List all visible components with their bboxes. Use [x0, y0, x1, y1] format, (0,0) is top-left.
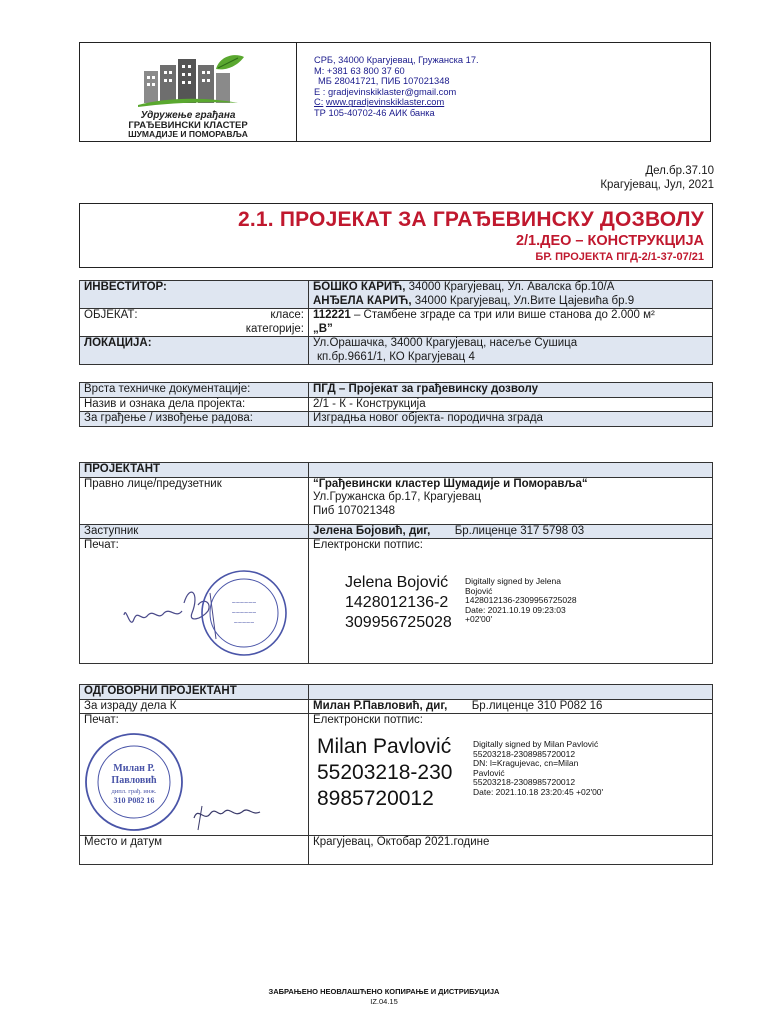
responsible-stamp-label: Печат: [84, 714, 119, 726]
doc-type-value: ПГД – Пројекат за грађевинску дозволу [309, 383, 713, 398]
stamp-number: 310 Р082 16 [113, 796, 155, 805]
legal-entity-label: Правно лице/предузетник [80, 477, 309, 524]
doc-part-label: Назив и ознака дела пројекта: [80, 397, 309, 412]
responsible-esig-cell [309, 714, 713, 836]
table-row [80, 309, 713, 337]
reference-place-date: Крагујевац, Јул, 2021 [600, 179, 714, 191]
representative-label: Заступник [80, 524, 309, 539]
table-row [80, 412, 713, 427]
table-row [80, 699, 713, 714]
doc-type-label: Врста техничке документације: [80, 383, 309, 398]
designer-digital-signature: Jelena Bojović 1428012136-2 309956725028 [345, 574, 452, 631]
contact-web-label: C: [314, 97, 324, 108]
responsible-header: ОДГОВОРНИ ПРОЈЕКТАНТ [80, 685, 309, 700]
representative-value: Јелена Бојовић, диг, Бр.лиценце 317 5798 03 [309, 524, 713, 539]
table-row [80, 539, 713, 664]
place-date-label: Место и датум [80, 836, 309, 865]
designer-stamp-label: Печат: [84, 539, 119, 551]
contact-email-label: E : [314, 86, 326, 97]
doc-works-label: За грађење / извођење радова: [80, 412, 309, 427]
contact-address: СРБ, 34000 Крагујевац, Гружанска 17. [314, 55, 479, 65]
designer-esig-label: Електронски потпис: [313, 539, 423, 551]
responsible-designer-table [79, 684, 713, 865]
part-label: За израду дела К [80, 699, 309, 714]
contact-ids: МБ 28041721, ПИБ 107021348 [318, 76, 450, 87]
object-label-cell: ОБЈЕКАТ: класе: категорије: [80, 309, 309, 337]
designer-stamp-cell [80, 539, 309, 664]
contact-email-link[interactable]: gradjevinskiklaster@gmail.com [327, 86, 457, 97]
buildings-logo-icon [88, 51, 288, 139]
responsible-digital-signature: Milan Pavlović 55203218-230 8985720012 [317, 735, 453, 810]
table-row [80, 714, 713, 836]
responsible-person: Милан Р.Павловић, диг, Бр.лиценце 310 Р082 16 [309, 699, 713, 714]
footer-code: IZ.04.15 [370, 997, 398, 1006]
logo-line1: Удружење грађана [140, 110, 236, 121]
table-row [80, 337, 713, 365]
footer-notice: ЗАБРАЊЕНО НЕОВЛАШЋЕНО КОПИРАЊЕ И ДИСТРИБУЦИЈА [268, 987, 500, 996]
svg-text:~~~~~~: ~~~~~~ [231, 610, 257, 617]
investor-table [79, 280, 713, 365]
svg-text:~~~~~~: ~~~~~~ [231, 600, 257, 607]
doc-part-value: 2/1 - К - Конструкција [309, 397, 713, 412]
project-number: БР. ПРОЈЕКТА ПГД-2/1-37-07/21 [535, 251, 704, 263]
designer-header: ПРОЈЕКТАНТ [80, 463, 309, 478]
legal-entity-value: “Грађевински кластер Шумадије и Поморавља“ Ул.Гружанска бр.17, Крагујевац Пиб 107021348 [309, 477, 713, 524]
designer-signature-details: Digitally signed by Jelena Bojović 1428012136-2309956725028 Date: 2021.10.19 09:23:03 +02'00' [465, 576, 577, 625]
table-row [80, 383, 713, 398]
contact-mobile: M: +381 63 800 37 60 [314, 65, 405, 76]
logo-line2: ГРАЂЕВИНСКИ КЛАСТЕР [128, 120, 248, 131]
object-value: 112221 – Стамбене зграде са три или више станова до 2.000 м² „В” [309, 309, 713, 337]
location-value: Ул.Орашачка, 34000 Крагујевац, насеље Сушица кп.бр.9661/1, КО Крагујевац 4 [309, 337, 713, 365]
contact-bank: ТР 105-40702-46 АИК банка [314, 107, 435, 118]
location-label: ЛОКАЦИЈА: [80, 337, 309, 365]
title-box [79, 203, 713, 268]
table-row [80, 524, 713, 539]
documentation-table [79, 382, 713, 427]
responsible-stamp-cell [80, 714, 309, 836]
table-row [80, 477, 713, 524]
table-row [80, 397, 713, 412]
place-date-value: Крагујевац, Октобар 2021.године [309, 836, 713, 865]
document-part: 2/1.ДЕО – КОНСТРУКЦИЈА [515, 233, 704, 249]
reference-block [600, 164, 714, 192]
responsible-esig-label: Електронски потпис: [313, 714, 423, 726]
engineer-chamber-stamp-icon [84, 726, 304, 846]
reference-number: Дел.бр.37.10 [645, 165, 714, 177]
stamp-name2: Павловић [111, 775, 157, 786]
letterhead-divider [296, 43, 297, 141]
contact-web-link[interactable]: www.gradjevinskiklaster.com [325, 97, 445, 108]
doc-works-value: Изградња новог објекта- породична зграда [309, 412, 713, 427]
letterhead [79, 42, 711, 142]
investor-value: БОШКО КАРИЋ, 34000 Крагујевац, Ул. Авалска бр.10/А АНЂЕЛА КАРИЋ, 34000 Крагујевац, Ул.Вите Цајевића бр.9 [309, 281, 713, 309]
responsible-signature-details: Digitally signed by Milan Pavlović 55203218-2308985720012 DN: l=Kragujevac, cn=Milan Pavlović 55203218-2308985720012 Date: 2021.10.18 23:20:45 +02'00' [473, 739, 604, 797]
designer-table [79, 462, 713, 664]
table-row [80, 463, 713, 478]
designer-esig-cell [309, 539, 713, 664]
cluster-logo [88, 51, 288, 139]
svg-text:~~~~~: ~~~~~ [233, 620, 255, 627]
document-title: 2.1. ПРОЈЕКАТ ЗА ГРАЂЕВИНСКУ ДОЗВОЛУ [237, 208, 704, 231]
investor-label: ИНВЕСТИТОР: [80, 281, 309, 309]
logo-line3: ШУМАДИЈЕ И ПОМОРАВЉА [128, 129, 248, 139]
table-row [80, 685, 713, 700]
stamp-title: дипл. грађ. инж. [111, 788, 157, 795]
table-row [80, 281, 713, 309]
stamp-name1: Милан Р. [113, 763, 155, 774]
contact-info [314, 55, 704, 119]
designer-stamp-signature-icon [84, 553, 304, 673]
